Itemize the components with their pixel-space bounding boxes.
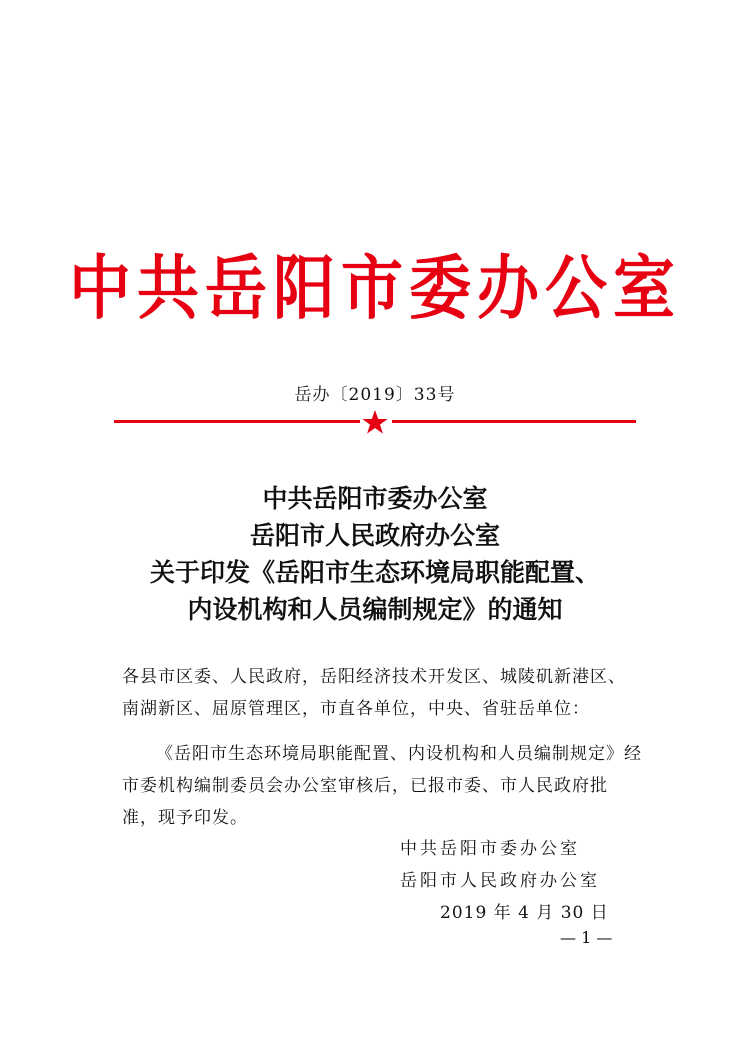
red-star-icon xyxy=(361,409,389,435)
title-line: 关于印发《岳阳市生态环境局职能配置、 xyxy=(149,558,600,587)
page-number: — 1 — xyxy=(560,928,613,947)
title-line: 内设机构和人员编制规定》的通知 xyxy=(187,595,563,624)
signature-org-2: 岳阳市人民政府办公室 xyxy=(400,871,600,891)
body-paragraph: 《岳阳市生态环境局职能配置、内设机构和人员编制规定》经市委机构编制委员会办公室审核后，已报市委、市人民政府批准，现予印发。 xyxy=(122,744,642,828)
document-number: 岳办〔2019〕33号 xyxy=(294,385,456,405)
masthead-title: 中共岳阳市委办公室 xyxy=(68,247,681,329)
red-rule-left xyxy=(114,420,360,423)
document-title xyxy=(0,480,750,628)
signature-org-1: 中共岳阳市委办公室 xyxy=(400,839,580,859)
red-rule-right xyxy=(392,420,636,423)
signature-date: 2019 年 4 月 30 日 xyxy=(440,903,609,923)
title-line: 岳阳市人民政府办公室 xyxy=(249,521,500,550)
title-line: 中共岳阳市委办公室 xyxy=(262,484,488,513)
addressee: 各县市区委、人民政府，岳阳经济技术开发区、城陵矶新港区、南湖新区、屈原管理区，市直各单位，中央、省驻岳单位： xyxy=(122,667,626,719)
